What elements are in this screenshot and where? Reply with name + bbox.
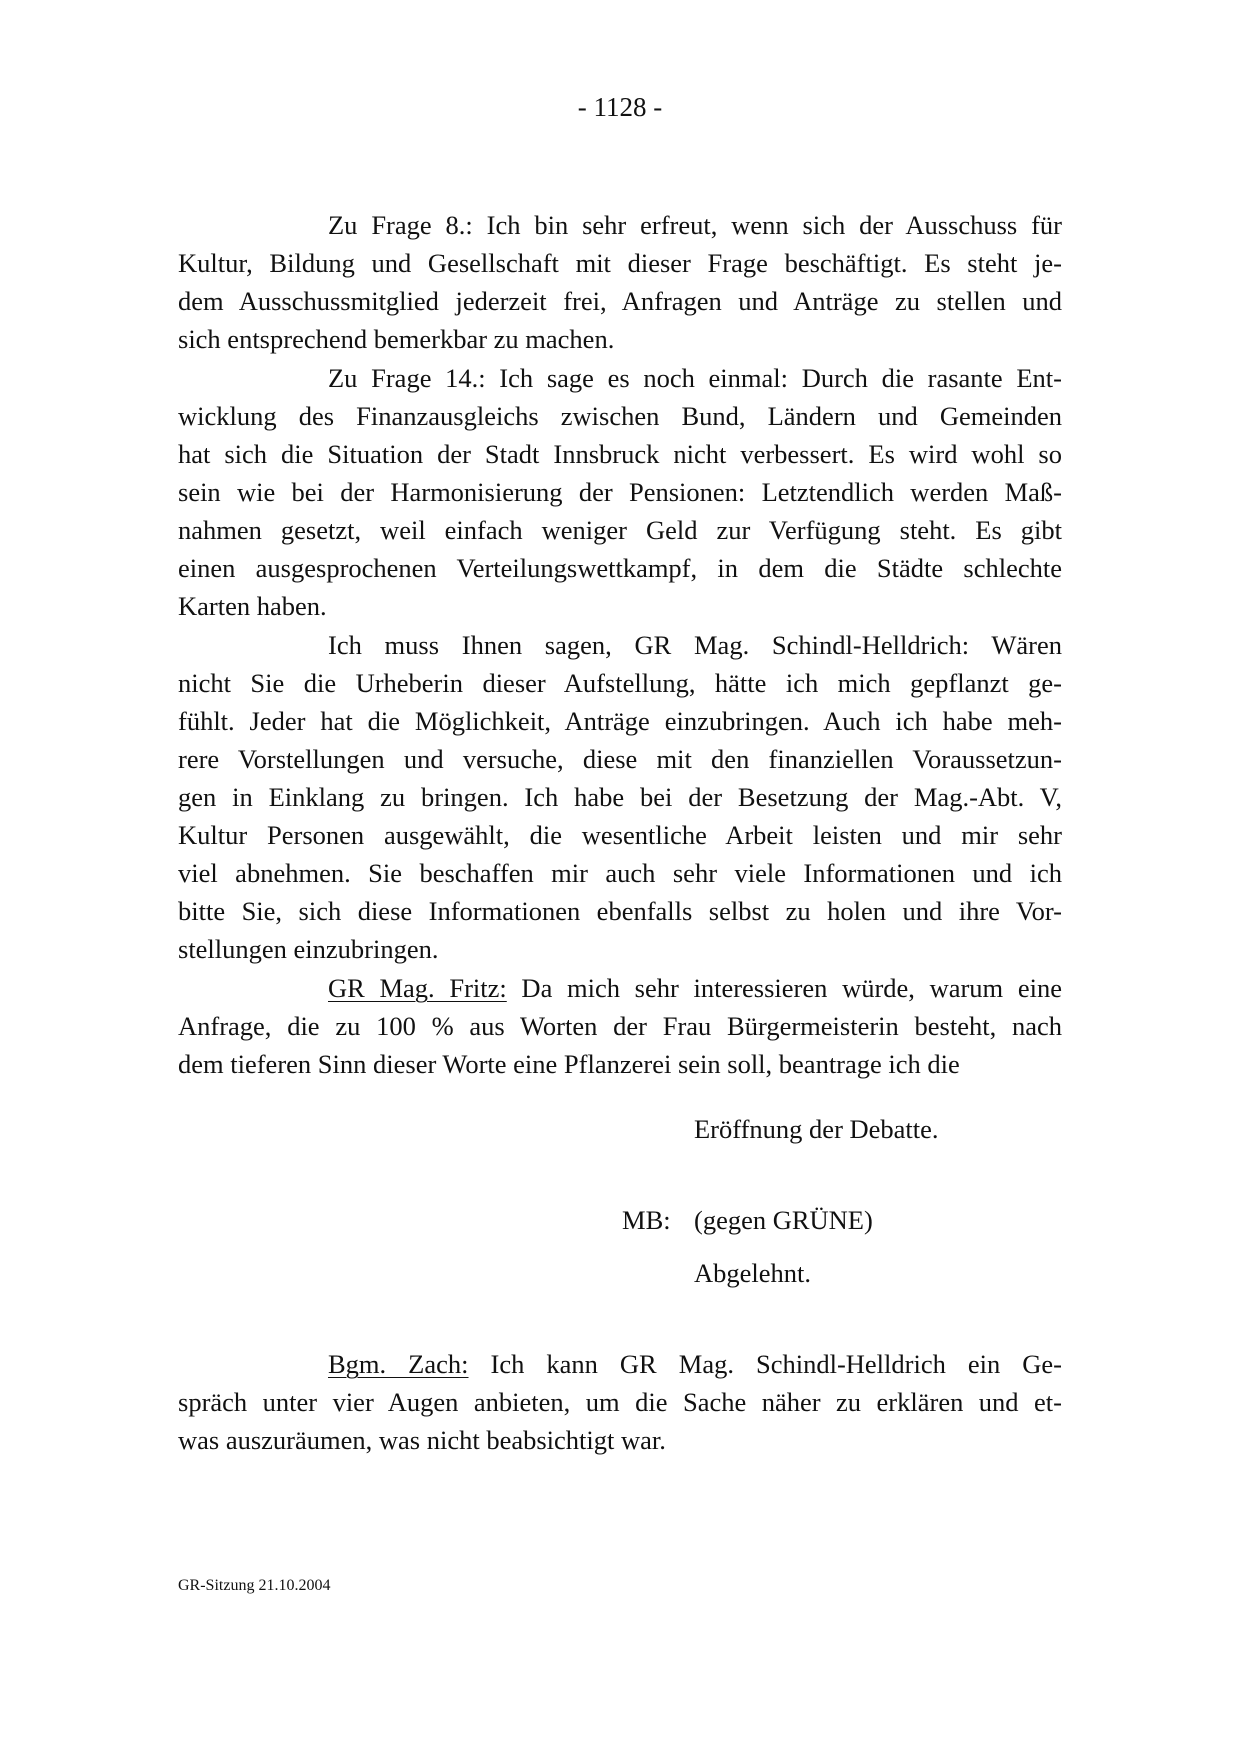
paragraph-line: Kultur Personen ausgewählt, die wesentliche Arbeit leisten und mir sehr [178,820,1062,850]
paragraph-line: stellungen einzubringen. [178,934,439,964]
speech-text: Ich kann GR Mag. Schindl-Helldrich ein Ge- [468,1349,1062,1379]
paragraph-line: nahmen gesetzt, weil einfach weniger Geld zur Verfügung steht. Es gibt [178,515,1062,545]
speech-text: Da mich sehr interessieren würde, warum eine [506,973,1062,1003]
page-number: - 1128 - [577,92,663,122]
paragraph-line: sein wie bei der Harmonisierung der Pensionen: Letztendlich werden Maß- [178,477,1062,507]
paragraph-line: Kultur, Bildung und Gesellschaft mit dieser Frage beschäftigt. Es steht je- [178,248,1062,278]
paragraph-line [328,969,1062,1007]
paragraph-line: dem Ausschussmitglied jederzeit frei, Anfragen und Anträge zu stellen und [178,286,1062,316]
paragraph-line: dem tieferen Sinn dieser Worte eine Pflanzerei sein soll, beantrage ich die [178,1049,960,1079]
footer: GR-Sitzung 21.10.2004 [178,1577,331,1594]
paragraph-line: wicklung des Finanzausgleichs zwischen Bund, Ländern und Gemeinden [178,401,1062,431]
paragraph-line: nicht Sie die Urheberin dieser Aufstellung, hätte ich mich gepflanzt ge- [178,668,1062,698]
paragraph-line: rere Vorstellungen und versuche, diese mit den finanziellen Voraussetzun- [178,744,1062,774]
paragraph-line: sich entsprechend bemerkbar zu machen. [178,324,615,354]
paragraph-line: was auszuräumen, was nicht beabsichtigt war. [178,1425,666,1455]
paragraph-line: gen in Einklang zu bringen. Ich habe bei der Besetzung der Mag.-Abt. V, [178,782,1062,812]
paragraph-line: Anfrage, die zu 100 % aus Worten der Frau Bürgermeisterin besteht, nach [178,1011,1062,1041]
paragraph-line: spräch unter vier Augen anbieten, um die Sache näher zu erklären und et- [178,1387,1062,1417]
paragraph-line: Zu Frage 14.: Ich sage es noch einmal: Durch die rasante Ent- [328,363,1062,393]
paragraph-line: fühlt. Jeder hat die Möglichkeit, Anträge einzubringen. Auch ich habe meh- [178,706,1062,736]
paragraph-line: Zu Frage 8.: Ich bin sehr erfreut, wenn sich der Ausschuss für [328,210,1062,240]
paragraph-line: einen ausgesprochenen Verteilungswettkampf, in dem die Städte schlechte [178,553,1062,583]
paragraph-line: Karten haben. [178,591,327,621]
paragraph-line: bitte Sie, sich diese Informationen ebenfalls selbst zu holen und ihre Vor- [178,896,1062,926]
vote-value: (gegen GRÜNE) [694,1205,873,1235]
vote-result: Abgelehnt. [694,1258,812,1288]
speaker-name: GR Mag. Fritz: [328,973,507,1003]
paragraph-line: Ich muss Ihnen sagen, GR Mag. Schindl-Helldrich: Wären [328,630,1062,660]
motion-text: Eröffnung der Debatte. [694,1114,939,1144]
paragraph-line: hat sich die Situation der Stadt Innsbruck nicht verbessert. Es wird wohl so [178,439,1062,469]
paragraph-line: viel abnehmen. Sie beschaffen mir auch sehr viele Informationen und ich [178,858,1062,888]
vote-label: MB: [622,1205,671,1235]
paragraph-line [328,1345,1062,1383]
speaker-name: Bgm. Zach: [328,1349,469,1379]
